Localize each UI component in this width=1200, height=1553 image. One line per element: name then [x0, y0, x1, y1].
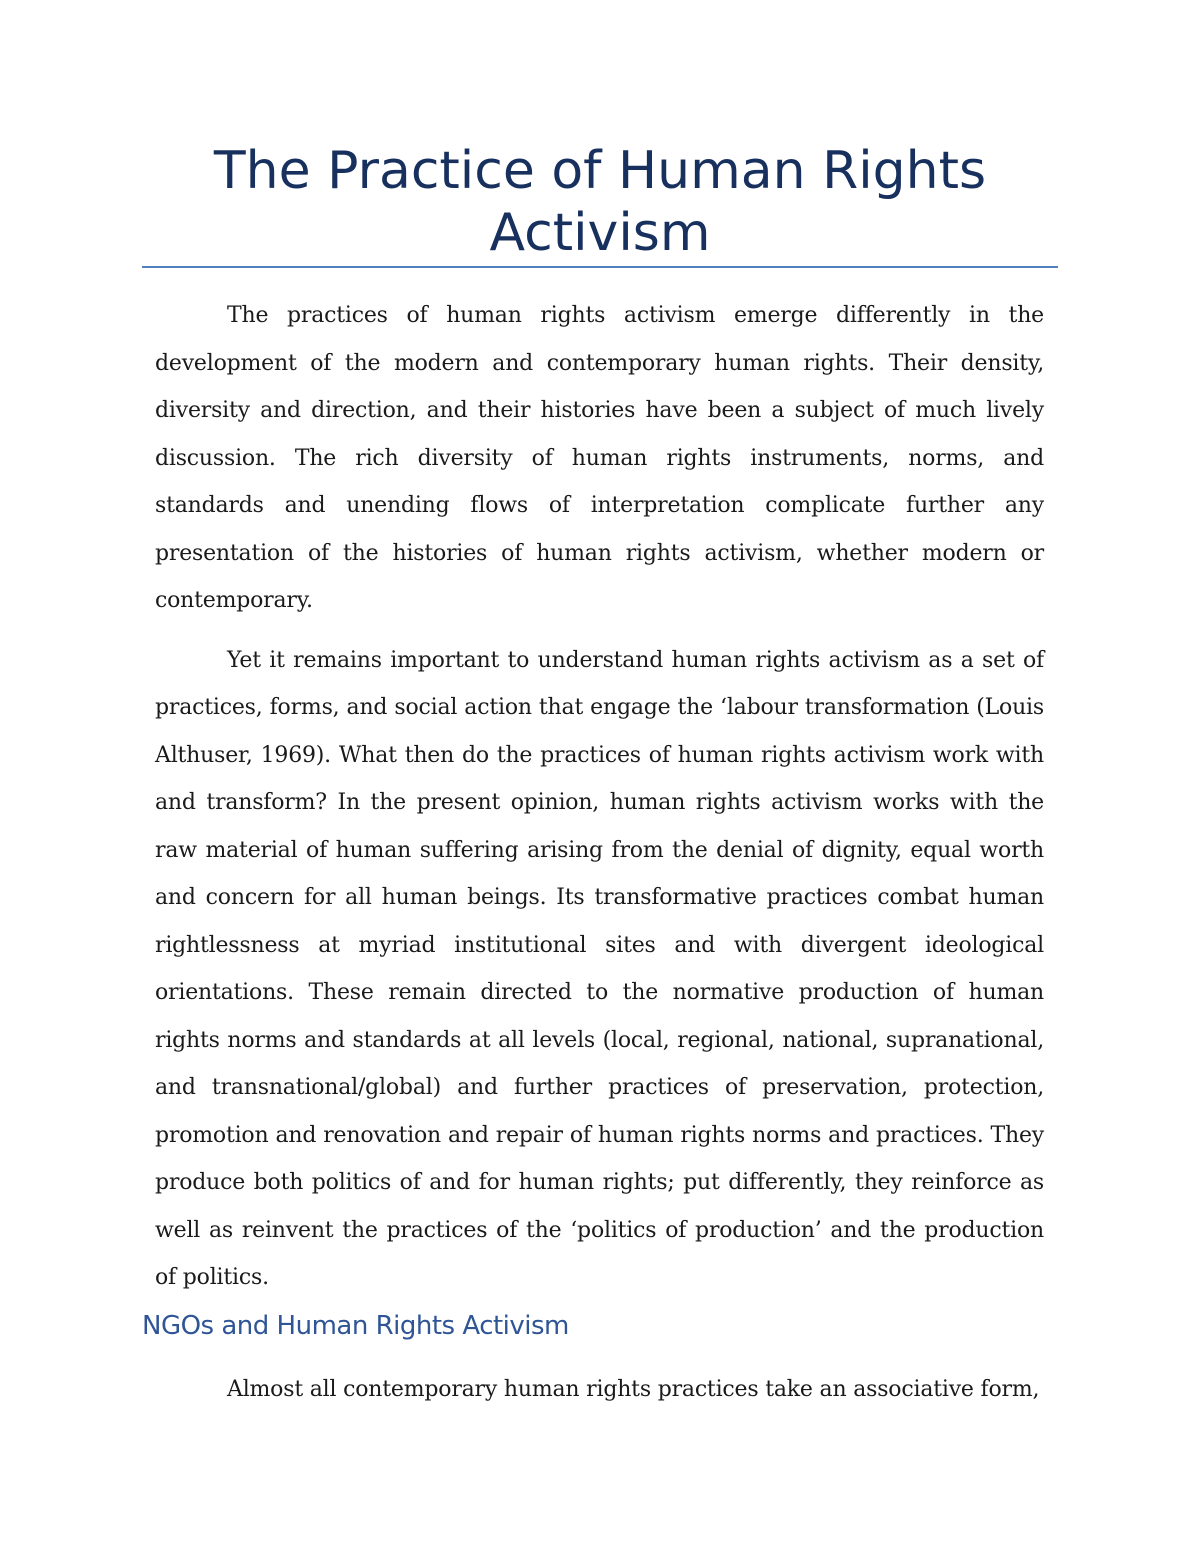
document-title: The Practice of Human Rights Activism	[213, 141, 987, 263]
title-divider	[142, 266, 1058, 268]
paragraph-1: The practices of human rights activism emerge differently in the development of the modern and contemporary human rights. Their density, diversity and direction, and their histories have been a subject of much lively discussion. The rich diversity of human rights instruments, norms, and standards and unending flows of interpretation complicate further any presentation of the histories of human rights activism, whether modern or contemporary.	[155, 303, 1044, 613]
section-body	[155, 1366, 1044, 1426]
body-text	[155, 292, 1044, 1314]
section-heading: NGOs and Human Rights Activism	[142, 1311, 569, 1341]
section-paragraph-1: Almost all contemporary human rights practices take an associative form,	[227, 1377, 1040, 1402]
paragraph-2: Yet it remains important to understand human rights activism as a set of practices, forms, and social action that engage the ‘labour transformation (Louis Althuser, 1969). What then do the practices of human rights activism work with and transform? In the present opinion, human rights activism works with the raw material of human suffering arising from the denial of dignity, equal worth and concern for all human beings. Its transformative practices combat human rightlessness at myriad institutional sites and with divergent ideological orientations. These remain directed to the normative production of human rights norms and standards at all levels (local, regional, national, supranational, and transnational/global) and further practices of preservation, protection, promotion and renovation and repair of human rights norms and practices. They produce both politics of and for human rights; put differently, they reinforce as well as reinvent the practices of the ‘politics of production’ and the production of politics.	[155, 647, 1044, 1290]
